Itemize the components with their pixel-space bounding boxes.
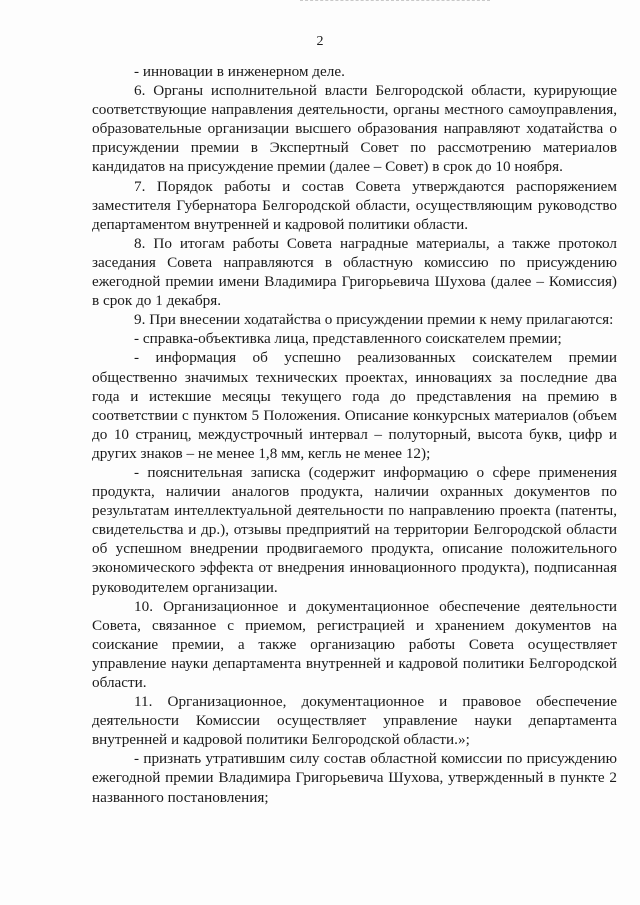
paragraph-item-6: 6. Органы исполнительной власти Белгородской области, курирующие соответствующие направления деятельности, органы местного самоуправления, образовательные организации высшего образования направляют ходатайства о присуждении премии в Экспертный Совет по рассмотрению материалов кандидатов на присуждение премии (далее – Совет) в срок до 10 ноября. xyxy=(92,82,617,176)
paragraph-item-8: 8. По итогам работы Совета наградные материалы, а также протокол заседания Совета направляются в областную комиссию по присуждению ежегодной премии имени Владимира Григорьевича Шухова (далее – Комиссия) в срок до 1 декабря. xyxy=(92,234,617,310)
page-number: 2 xyxy=(316,34,324,49)
scan-edge-mark xyxy=(300,0,490,3)
paragraph-item-11: 11. Организационное, документационное и правовое обеспечение деятельности Комиссии осуществляет управление науки департамента внутренней и кадровой политики Белгородской области.»; xyxy=(92,693,617,749)
document-body xyxy=(92,62,617,807)
paragraph-item-9-reference: - справка-объективка лица, представленного соискателем премии; xyxy=(134,330,562,348)
paragraph-repeal: - признать утратившим силу состав областной комиссии по присуждению ежегодной премии Владимира Григорьевича Шухова, утвержденный в пункте 2 названного постановления; xyxy=(92,750,617,806)
paragraph-item-9-information: - информация об успешно реализованных соискателем премии общественно значимых технических проектах, инновациях за последние два года и истекшие месяцы текущего года до представления на премию в соответствии с пунктом 5 Положения. Описание конкурсных материалов (объем до 10 страниц, междустрочный интервал – полуторный, высота букв, цифр и других знаков – не менее 1,8 мм, кегль не менее 12); xyxy=(92,349,617,462)
paragraph-item-7: 7. Порядок работы и состав Совета утверждаются распоряжением заместителя Губернатора Белгородской области, осуществляющим руководство департаментом внутренней и кадровой политики области. xyxy=(92,177,617,233)
paragraph-item-9-explanatory-note: - пояснительная записка (содержит информацию о сфере применения продукта, наличии аналогов продукта, наличии охранных документов по результатам интеллектуальной деятельности по направлению проекта (патенты, свидетельства и др.), отзывы предприятий на территории Белгородской области об успешном внедрении продвигаемого продукта, описание положительного экономического эффекта от внедрения инновационного продукта), подписанная руководителем организации. xyxy=(92,463,617,596)
paragraph-item-10: 10. Организационное и документационное обеспечение деятельности Совета, связанное с приемом, регистрацией и хранением документов на соискание премии, а также организацию работы Совета осуществляет управление науки департамента внутренней и кадровой политики Белгородской области. xyxy=(92,597,617,691)
paragraph-innovations-engineering: - инновации в инженерном деле. xyxy=(134,63,345,80)
paragraph-item-9: 9. При внесении ходатайства о присуждении премии к нему прилагаются: xyxy=(134,311,614,329)
